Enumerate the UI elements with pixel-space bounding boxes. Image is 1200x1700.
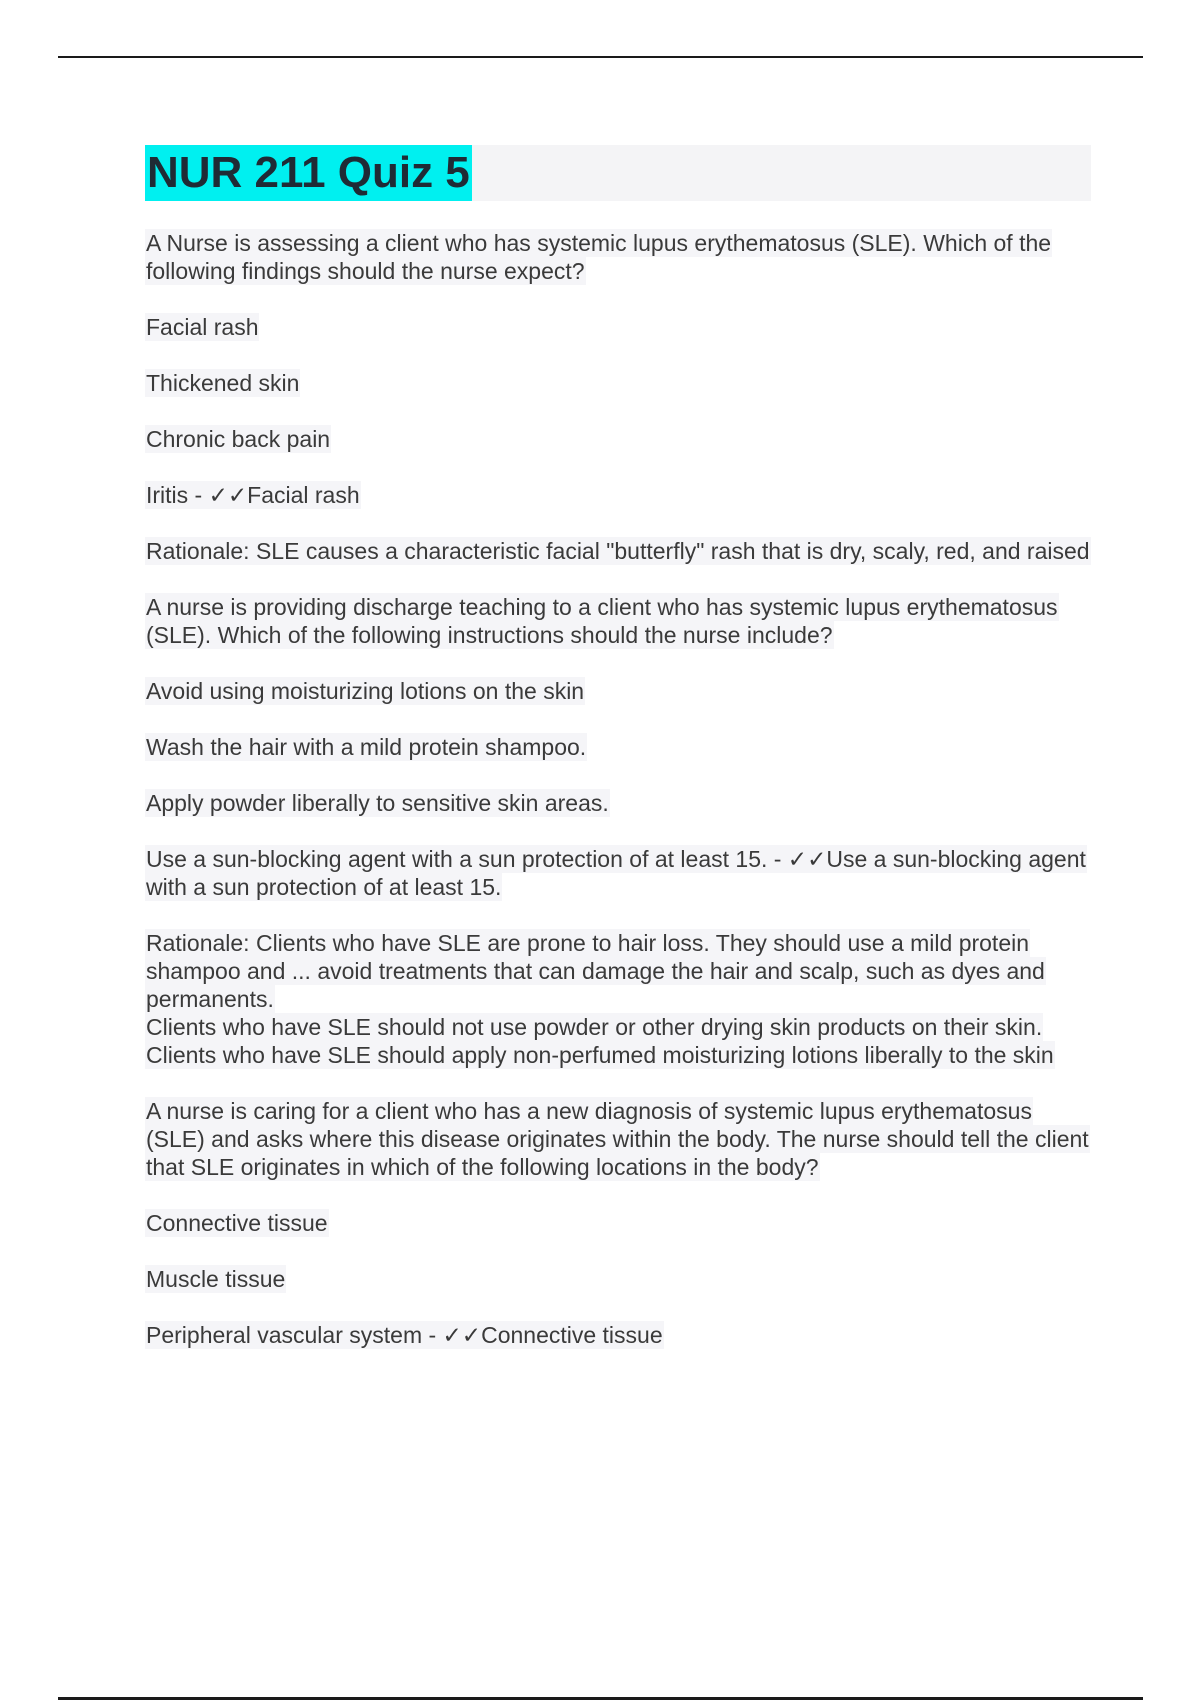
q1-option-4-answer: Iritis - ✓✓Facial rash xyxy=(146,482,360,508)
question-1: A Nurse is assessing a client who has systemic lupus erythematosus (SLE). Which of the following findings should the nurse expect? xyxy=(146,230,1052,284)
question-3: A nurse is caring for a client who has a new diagnosis of systemic lupus erythematosus (SLE) and asks where this disease originates within the body. The nurse should tell the client that SLE originates in which of the following locations in the body? xyxy=(146,1098,1089,1180)
q3-option-1: Connective tissue xyxy=(146,1210,328,1236)
q1-rationale: Rationale: SLE causes a characteristic facial "butterfly" rash that is dry, scaly, red, and raised xyxy=(146,538,1090,564)
q3-option-2: Muscle tissue xyxy=(146,1266,286,1292)
q2-rationale-2: Clients who have SLE should not use powder or other drying skin products on their skin. xyxy=(146,1014,1043,1040)
title-bar xyxy=(145,145,1091,201)
top-rule xyxy=(58,56,1143,58)
q2-rationale-3: Clients who have SLE should apply non-perfumed moisturizing lotions liberally to the skin xyxy=(146,1042,1054,1068)
q2-option-3: Apply powder liberally to sensitive skin areas. xyxy=(146,790,609,816)
q2-option-2: Wash the hair with a mild protein shampoo. xyxy=(146,734,587,760)
q1-option-3: Chronic back pain xyxy=(146,426,331,452)
q3-option-3-answer: Peripheral vascular system - ✓✓Connective tissue xyxy=(146,1322,663,1348)
question-2: A nurse is providing discharge teaching to a client who has systemic lupus erythematosus (SLE). Which of the following instructions should the nurse include? xyxy=(146,594,1058,648)
q2-rationale-1: Rationale: Clients who have SLE are prone to hair loss. They should use a mild protein shampoo and ... avoid treatments that can damage the hair and scalp, such as dyes and permanents. xyxy=(146,930,1045,1012)
q2-option-4-answer: Use a sun-blocking agent with a sun protection of at least 15. - ✓✓Use a sun-blocking agent with a sun protection of at least 15. xyxy=(146,846,1086,900)
q1-option-2: Thickened skin xyxy=(146,370,300,396)
page-title: NUR 211 Quiz 5 xyxy=(145,145,472,201)
q1-option-1: Facial rash xyxy=(146,314,259,340)
q2-option-1: Avoid using moisturizing lotions on the skin xyxy=(146,678,585,704)
document-body xyxy=(145,145,1091,1377)
